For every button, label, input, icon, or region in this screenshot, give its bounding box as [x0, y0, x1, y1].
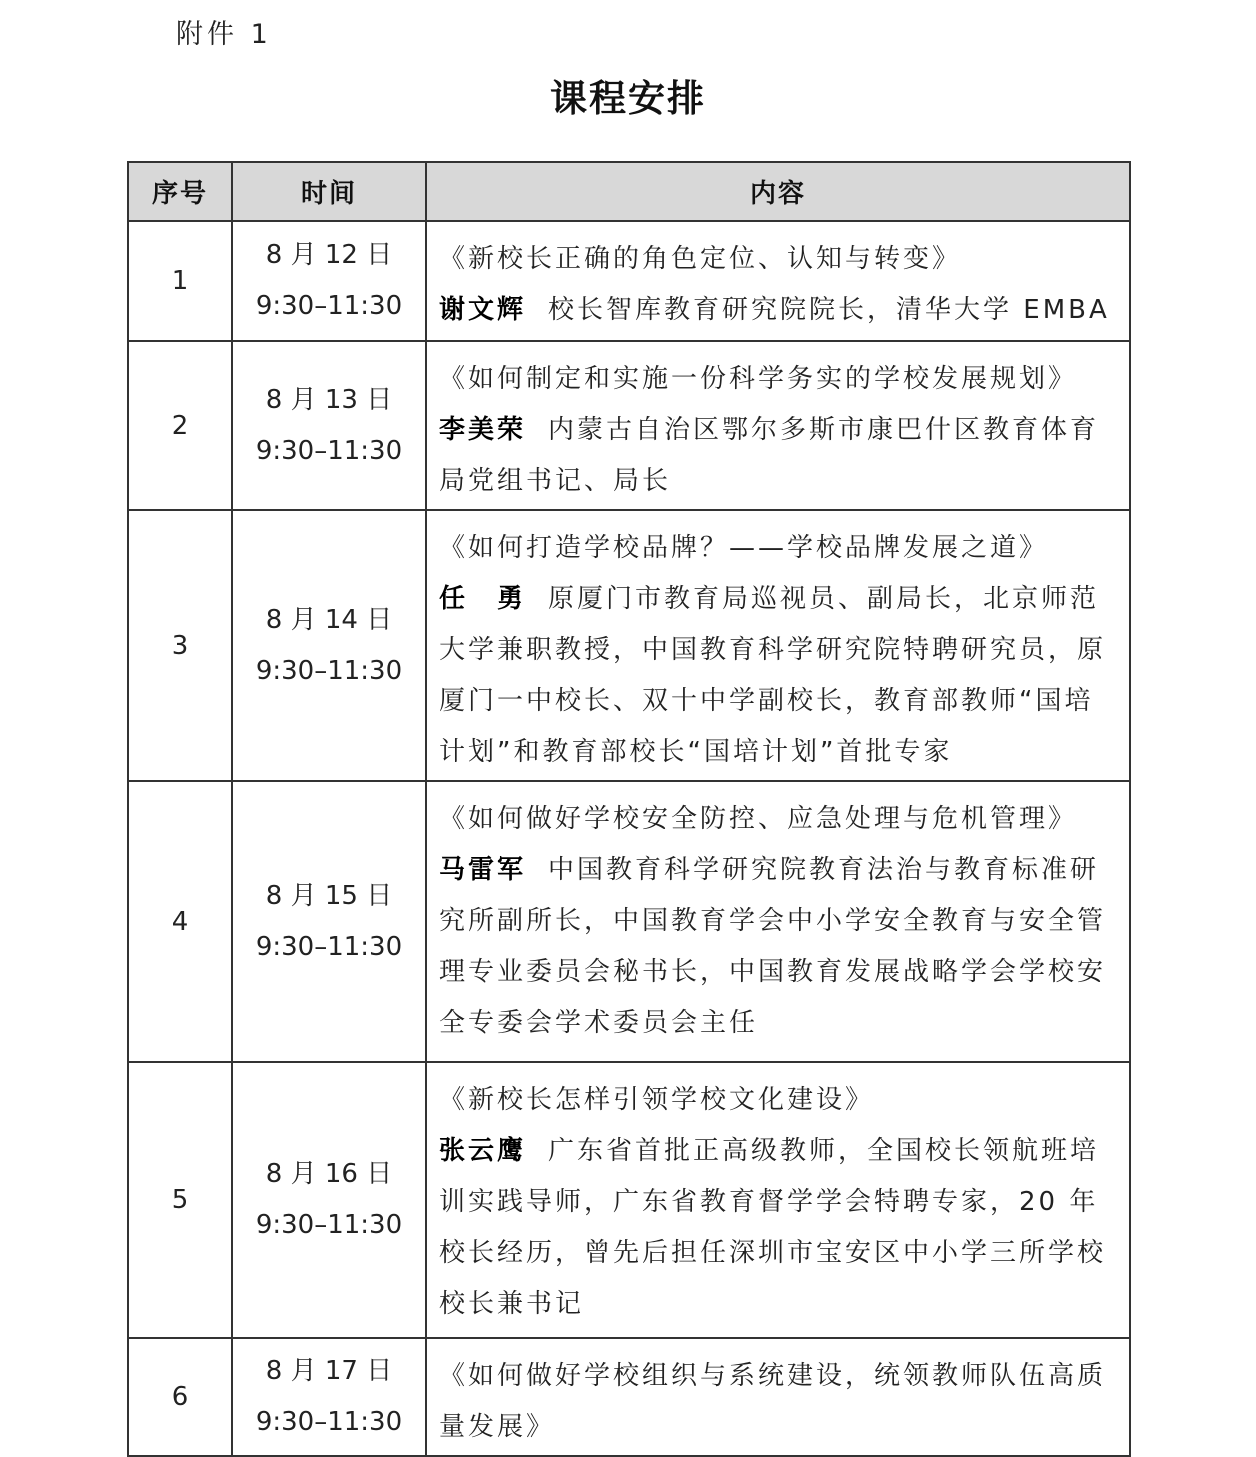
row-time: [232, 341, 426, 510]
course-title: 《如何打造学校品牌？——学校品牌发展之道》: [439, 533, 1049, 563]
row-time: [232, 221, 426, 341]
row-time-range: 9:30–11:30: [255, 1210, 403, 1240]
page-title: 课程安排: [550, 76, 706, 120]
table-row: [128, 1062, 1130, 1338]
row-date: 8 月 16 日: [265, 1159, 393, 1189]
row-date: 8 月 17 日: [265, 1356, 393, 1386]
row-time: [232, 1062, 426, 1338]
row-content: [426, 341, 1130, 510]
speaker-name: 张云鹰: [439, 1136, 527, 1166]
column-header-time: 时间: [232, 162, 426, 221]
row-number: 1: [128, 221, 232, 341]
row-content: [426, 1338, 1130, 1456]
speaker-bio: 中国教育科学研究院教育法治与教育标准研究所副所长，中国教育学会中小学安全教育与安全管理专业委员会秘书长，中国教育发展战略学会学校安全专委会学术委员会主任: [439, 855, 1107, 1038]
speaker-bio: 原厦门市教育局巡视员、副局长，北京师范大学兼职教授，中国教育科学研究院特聘研究员，原厦门一中校长、双十中学副校长，教育部教师“国培计划”和教育部校长“国培计划”首批专家: [439, 584, 1107, 767]
row-time: [232, 510, 426, 781]
row-number: 3: [128, 510, 232, 781]
row-content: [426, 221, 1130, 341]
table-row: [128, 781, 1130, 1062]
row-content: [426, 781, 1130, 1062]
table-row: [128, 510, 1130, 781]
table-row: [128, 221, 1130, 341]
row-date: 8 月 13 日: [265, 384, 393, 415]
course-title: 《如何做好学校组织与系统建设，统领教师队伍高质量发展》: [439, 1361, 1107, 1442]
course-title: 《如何制定和实施一份科学务实的学校发展规划》: [439, 364, 1078, 394]
attachment-label: 附件 1: [176, 19, 272, 50]
course-title: 《新校长怎样引领学校文化建设》: [439, 1085, 875, 1115]
row-time-range: 9:30–11:30: [255, 291, 403, 321]
row-time-range: 9:30–11:30: [255, 1407, 403, 1437]
row-time: [232, 781, 426, 1062]
row-time-range: 9:30–11:30: [255, 655, 403, 686]
row-content: [426, 1062, 1130, 1338]
table-row: [128, 1338, 1130, 1456]
row-date: 8 月 12 日: [265, 240, 393, 270]
row-number: 2: [128, 341, 232, 510]
speaker-name: 李美荣: [439, 415, 527, 445]
schedule-table: [127, 161, 1131, 1457]
column-header-content: 内容: [426, 162, 1130, 221]
row-time: [232, 1338, 426, 1456]
row-date: 8 月 15 日: [265, 880, 393, 911]
row-time-range: 9:30–11:30: [255, 435, 403, 466]
speaker-bio: 校长智库教育研究院院长，清华大学 EMBA: [548, 295, 1110, 325]
row-number: 4: [128, 781, 232, 1062]
row-number: 5: [128, 1062, 232, 1338]
speaker-name: 谢文辉: [439, 295, 527, 325]
speaker-bio: 广东省首批正高级教师，全国校长领航班培训实践导师，广东省教育督学学会特聘专家，20 年校长经历，曾先后担任深圳市宝安区中小学三所学校校长兼书记: [439, 1136, 1107, 1319]
row-content: [426, 510, 1130, 781]
column-header-num: 序号: [128, 162, 232, 221]
row-date: 8 月 14 日: [265, 604, 393, 635]
table-row: [128, 341, 1130, 510]
row-time-range: 9:30–11:30: [255, 931, 403, 962]
table-header-row: [128, 162, 1130, 221]
row-number: 6: [128, 1338, 232, 1456]
speaker-name: 任 勇: [439, 584, 527, 614]
course-title: 《新校长正确的角色定位、认知与转变》: [439, 244, 962, 274]
course-title: 《如何做好学校安全防控、应急处理与危机管理》: [439, 804, 1078, 834]
speaker-bio: 内蒙古自治区鄂尔多斯市康巴什区教育体育局党组书记、局长: [439, 415, 1100, 496]
speaker-name: 马雷军: [439, 855, 527, 885]
